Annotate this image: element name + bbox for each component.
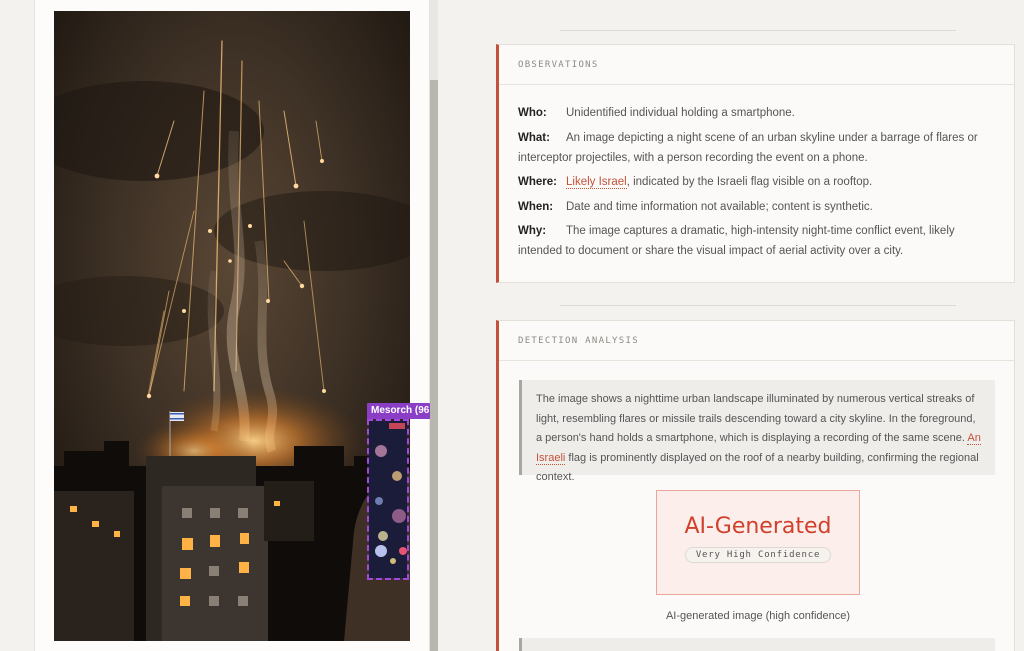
next-summary-block [519,638,995,651]
observation-key: Where: [518,176,557,188]
observation-why [518,221,994,261]
verdict-title: AI-Generated [684,514,832,539]
section-divider [560,30,956,31]
detection-label: Mesorch (96 [367,403,430,419]
verdict-box [656,490,860,595]
confidence-badge: Very High Confidence [685,547,831,563]
observation-key: Why: [518,225,547,237]
observation-text: Date and time information not available; content is synthetic. [566,200,873,213]
scrollbar-thumb[interactable] [430,80,438,651]
observation-who [518,103,994,123]
analysis-header [499,321,1014,361]
observation-text: Unidentified individual holding a smartphone. [566,107,795,119]
observation-key: Who: [518,107,547,119]
analyzed-image [54,11,410,641]
observation-text: The image captures a dramatic, high-intensity night-time conflict event, likely intended to document or share the visual impact of aerial activity over a city. [518,225,955,257]
section-divider [560,305,956,306]
observation-when [518,197,994,217]
analysis-title: DETECTION ANALYSIS [518,335,639,346]
observations-title: OBSERVATIONS [518,59,599,70]
night-scene-illustration [54,11,410,641]
flag-highlight[interactable]: An Israeli [536,432,981,464]
observation-text: An image depicting a night scene of an urban skyline under a barrage of flares or interceptor projectiles, with a person recording the event on a phone. [518,131,978,164]
observation-where [518,172,994,192]
phone-screen-thumbnail [369,421,407,578]
scrollbar[interactable] [430,0,438,651]
summary-text: flag is prominently displayed on the roof of a nearby building, confirming the regional context. [536,451,979,484]
observation-text: , indicated by the Israeli flag visible on a rooftop. [626,176,873,188]
verdict-caption: AI-generated image (high confidence) [665,610,851,622]
detection-box[interactable] [367,419,409,580]
observations-card [496,44,1015,283]
observations-body [499,85,1014,261]
observation-key: What: [518,131,550,144]
observations-header [499,45,1014,85]
observation-what [518,128,994,168]
detection-analysis-card [496,320,1015,651]
summary-text: The image shows a nighttime urban landscape illuminated by numerous vertical streaks of light, resembling flares or missile trails descending toward a city skyline. In the foreground, a person's hand holds a smartphone, which is displaying a recording of the same scene. [536,393,976,445]
location-highlight[interactable]: Likely Israel [566,176,627,188]
analysis-summary [519,380,995,484]
observation-key: When: [518,200,554,213]
